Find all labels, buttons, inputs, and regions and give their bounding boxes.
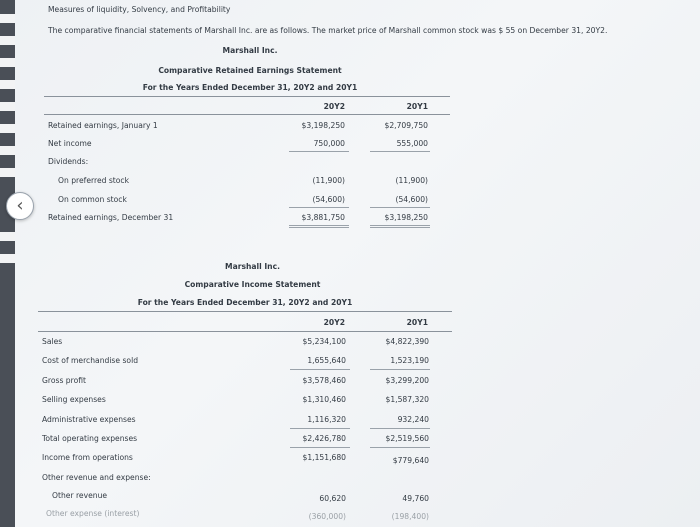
is-row-label: Gross profit <box>42 376 86 385</box>
is-row-label: Other revenue and expense: <box>42 473 151 482</box>
re-row-label: On common stock <box>58 195 127 204</box>
re-row-label: On preferred stock <box>58 176 129 185</box>
is-row-value-20y1: $3,299,200 <box>385 376 429 385</box>
is-row-value-20y1: $1,587,320 <box>385 395 429 404</box>
is-row-label: Cost of merchandise sold <box>42 356 139 365</box>
is-row-value-20y2: 1,116,320 <box>307 415 346 424</box>
re-row-label: Retained earnings, January 1 <box>48 121 158 130</box>
re-underline <box>370 207 430 208</box>
re-row-value-20y1: 555,000 <box>396 139 428 148</box>
re-row-value-20y2: $3,198,250 <box>301 121 345 130</box>
is-underline <box>290 447 350 448</box>
is-title: Comparative Income Statement <box>184 280 321 289</box>
is-row-value-20y1: $779,640 <box>392 456 429 465</box>
is-row-value-20y1: (198,400) <box>391 512 429 521</box>
is-row-value-20y2: $5,234,100 <box>302 337 346 346</box>
re-col-20y2: 20Y2 <box>323 102 345 111</box>
is-row-value-20y1: 932,240 <box>397 415 429 424</box>
is-row-value-20y2: $3,578,460 <box>302 376 346 385</box>
re-row-value-20y2: (11,900) <box>312 176 345 185</box>
is-underline <box>370 447 430 448</box>
chevron-left-icon: ‹ <box>16 195 24 216</box>
is-row-value-20y2: $1,310,460 <box>302 395 346 404</box>
is-row-label: Selling expenses <box>42 395 106 404</box>
re-row-value-20y1: $2,709,750 <box>384 121 428 130</box>
is-row-value-20y2: 1,655,640 <box>307 356 346 365</box>
re-double-underline <box>289 225 349 228</box>
is-company: Marshall Inc. <box>225 262 280 271</box>
re-period: For the Years Ended December 31, 20Y2 and 20Y1 <box>142 83 358 92</box>
re-row-value-20y1: (54,600) <box>395 195 428 204</box>
re-underline <box>370 151 430 152</box>
is-row-value-20y2: (360,000) <box>308 512 346 521</box>
back-button[interactable] <box>6 192 34 220</box>
is-row-value-20y2: 60,620 <box>319 494 346 503</box>
is-col-rule <box>38 331 452 332</box>
is-row-label: Total operating expenses <box>42 434 138 443</box>
re-header-rule <box>44 96 450 97</box>
re-row-label: Dividends: <box>48 157 89 166</box>
is-row-value-20y2: $1,151,680 <box>302 453 346 462</box>
is-row-label: Sales <box>42 337 63 346</box>
re-row-value-20y2: (54,600) <box>312 195 345 204</box>
is-row-label: Other revenue <box>52 491 108 500</box>
is-header-rule <box>38 311 452 312</box>
is-row-label: Administrative expenses <box>42 415 136 424</box>
re-col-rule <box>44 114 450 115</box>
re-title: Comparative Retained Earnings Statement <box>158 66 342 75</box>
re-row-value-20y2: 750,000 <box>313 139 345 148</box>
is-row-value-20y1: 49,760 <box>402 494 429 503</box>
is-row-value-20y1: $4,822,390 <box>385 337 429 346</box>
is-underline <box>290 428 350 429</box>
re-company: Marshall Inc. <box>222 46 278 55</box>
is-row-label: Income from operations <box>42 453 133 462</box>
re-row-value-20y2: $3,881,750 <box>301 213 345 222</box>
is-underline <box>290 369 350 370</box>
re-col-20y1: 20Y1 <box>406 102 428 111</box>
is-col-20y1: 20Y1 <box>406 318 428 327</box>
is-row-value-20y1: $2,519,560 <box>385 434 429 443</box>
problem-title: Measures of liquidity, Solvency, and Profitability <box>48 5 231 14</box>
re-underline <box>289 207 349 208</box>
is-row-value-20y2: $2,426,780 <box>302 434 346 443</box>
is-underline <box>370 369 430 370</box>
problem-intro: The comparative financial statements of Marshall Inc. are as follows. The market price of Marshall common stock was $ 55 on December 31, 20Y2. <box>48 26 608 35</box>
re-row-value-20y1: $3,198,250 <box>384 213 428 222</box>
is-period: For the Years Ended December 31, 20Y2 and 20Y1 <box>137 298 353 307</box>
is-row-value-20y1: 1,523,190 <box>390 356 429 365</box>
left-toolbar-strip <box>0 0 15 527</box>
is-underline <box>370 428 430 429</box>
re-row-value-20y1: (11,900) <box>395 176 428 185</box>
re-row-label: Retained earnings, December 31 <box>48 213 174 222</box>
re-double-underline <box>370 225 430 228</box>
is-col-20y2: 20Y2 <box>323 318 345 327</box>
re-row-label: Net income <box>48 139 92 148</box>
is-row-label: Other expense (interest) <box>46 509 140 518</box>
re-underline <box>289 151 349 152</box>
